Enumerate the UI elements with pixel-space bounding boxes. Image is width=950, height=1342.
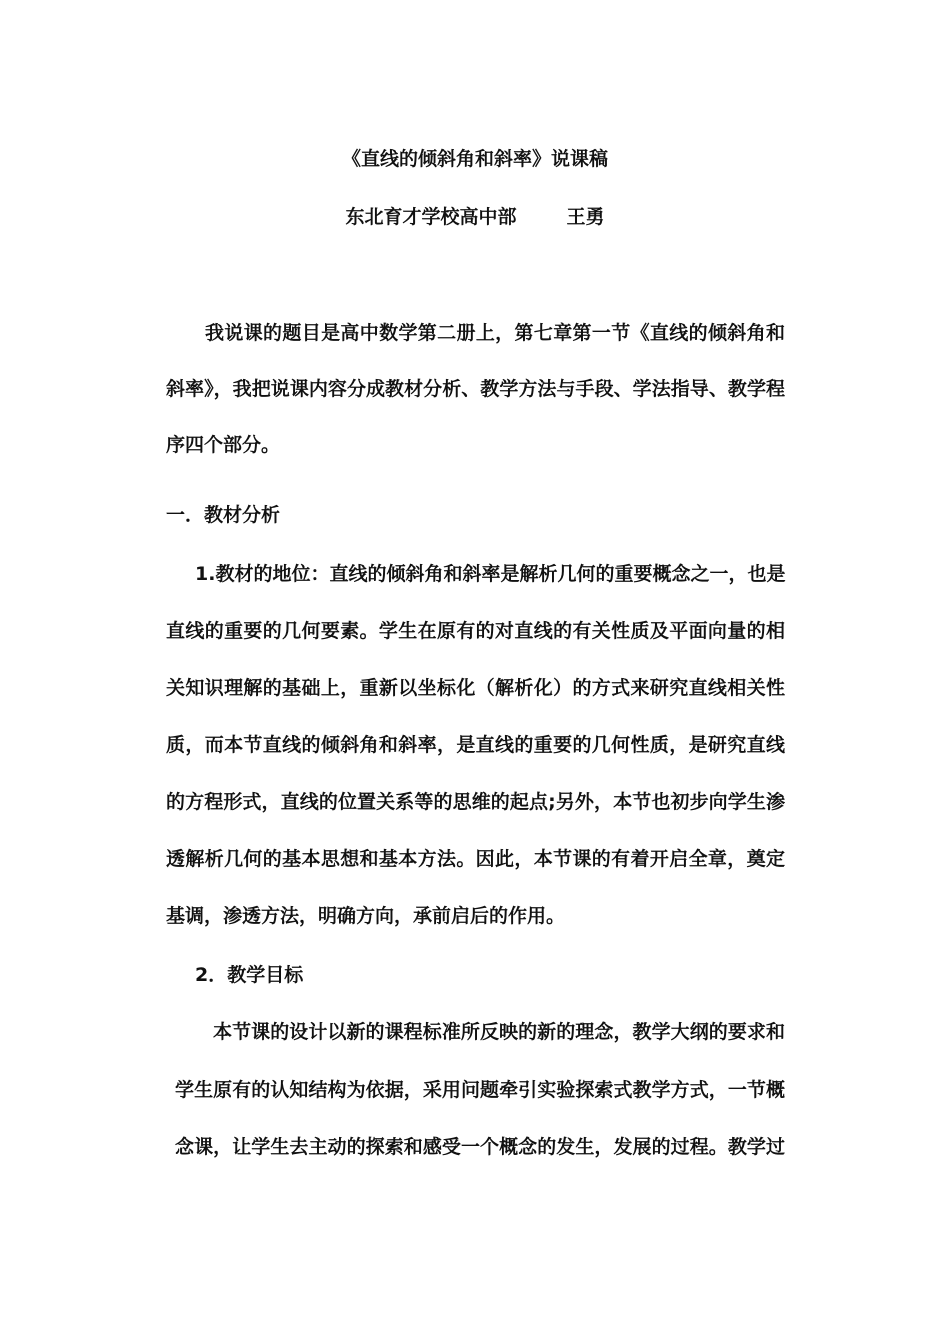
school-name: 东北育才学校高中部 [345,206,517,228]
intro-line-3: 序四个部分。 [166,434,281,456]
author-name: 王勇 [566,206,605,228]
paragraph-line: 直线的重要的几何要素。学生在原有的对直线的有关性质及平面向量的相 [166,620,785,642]
paragraph-line: 关知识理解的基础上，重新以坐标化（解析化）的方式来研究直线相关性 [166,677,785,699]
paragraph-line: 1.教材的地位：直线的倾斜角和斜率是解析几何的重要概念之一，也是 [195,563,786,585]
paragraph-line: 念课，让学生去主动的探索和感受一个概念的发生，发展的过程。教学过 [175,1136,785,1158]
document-title: 《直线的倾斜角和斜率》说课稿 [341,148,608,170]
paragraph-line: 基调，渗透方法，明确方向，承前启后的作用。 [166,905,566,927]
paragraph-line: 学生原有的认知结构为依据，采用问题牵引实验探索式教学方式，一节概 [175,1079,785,1101]
author-line [0,205,950,229]
paragraph-line: 透解析几何的基本思想和基本方法。因此，本节课的有着开启全章，奠定 [166,848,785,870]
subsection-heading-2: 2．教学目标 [195,964,304,986]
section-heading-1: 一．教材分析 [166,504,281,526]
paragraph-line: 本节课的设计以新的课程标准所反映的新的理念，教学大纲的要求和 [213,1021,785,1043]
intro-line-2: 斜率》，我把说课内容分成教材分析、教学方法与手段、学法指导、教学程 [166,378,785,400]
paragraph-line: 的方程形式，直线的位置关系等的思维的起点;另外，本节也初步向学生渗 [166,791,785,813]
intro-line-1: 我说课的题目是高中数学第二册上，第七章第一节《直线的倾斜角和 [205,322,785,344]
paragraph-line: 质，而本节直线的倾斜角和斜率，是直线的重要的几何性质，是研究直线 [166,734,785,756]
